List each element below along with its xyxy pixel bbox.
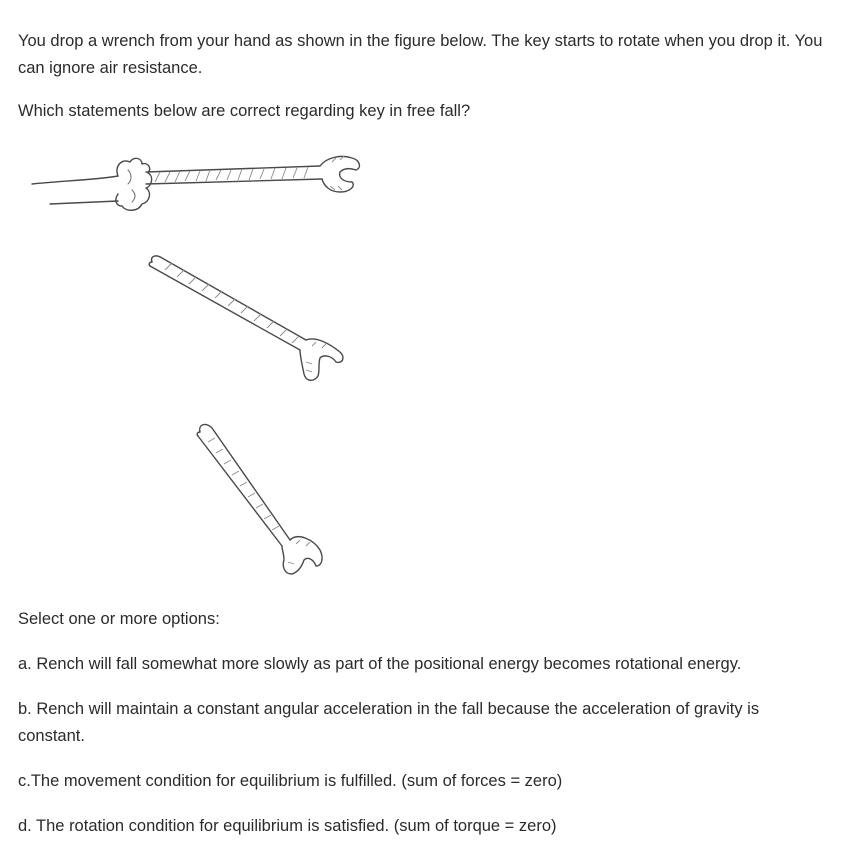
- option-d[interactable]: d. The rotation condition for equilibrium is satisfied. (sum of torque = zero): [18, 817, 557, 835]
- falling-wrench-tilted-icon: [149, 256, 343, 380]
- option-b[interactable]: b. Rench will maintain a constant angular acceleration in the fall because the acceleration of gravity is constant.: [18, 700, 760, 745]
- select-options-label: Select one or more options:: [18, 610, 220, 628]
- option-a[interactable]: a. Rench will fall somewhat more slowly as part of the positional energy becomes rotational energy.: [18, 655, 742, 673]
- option-c[interactable]: c.The movement condition for equilibrium is fulfilled. (sum of forces = zero): [18, 772, 563, 790]
- falling-wrench-figure: [0, 140, 842, 590]
- falling-wrench-steep-icon: [197, 425, 322, 574]
- question-prompt: Which statements below are correct regarding key in free fall?: [18, 102, 471, 120]
- question-intro: You drop a wrench from your hand as shown in the figure below. The key starts to rotate when you drop it. You can ignore air resistance.: [18, 32, 823, 77]
- hand-holding-wrench-icon: [32, 156, 359, 210]
